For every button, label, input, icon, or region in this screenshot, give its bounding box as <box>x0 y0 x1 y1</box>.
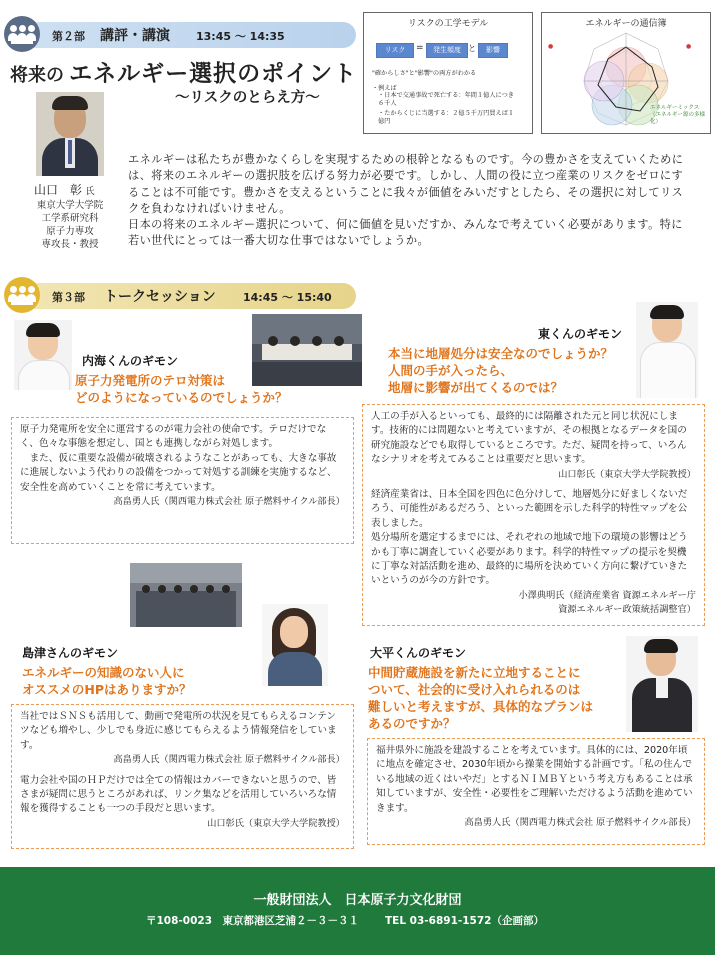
equals-sign: = <box>416 43 424 53</box>
q1-answer-box <box>11 417 354 544</box>
q1-answer-1: 原子力発電所を安全に運営するのが電力会社の使命です。テロだけでなく、色々な事態を想定し、国とも連携しながら対処します。 また、仮に重要な設備が破壊されるようなことがあっても、大きな事故に進展しないよう代わりの設備をつかって対処する訓練を実施するなど、安全性を高めていくことを常に考えています。 <box>20 424 337 493</box>
ohira-photo <box>626 636 698 732</box>
diagram1-title: リスクの工学モデル <box>407 19 489 29</box>
lecture-body <box>128 152 691 250</box>
talk-session-icon <box>4 277 40 313</box>
venue-photo-2 <box>130 563 242 627</box>
q3-answer-2: 電力会社や国のＨＰだけでは全ての情報はカバーできないと思うので、皆さまが疑問に思うところがあれば、リンク集などを活用していろいろな情報を獲得することも一つの手段だと思います。 <box>20 774 337 815</box>
part2-label: 第２部 <box>52 30 85 43</box>
energy-report-card-diagram <box>541 12 711 134</box>
speaker-photo <box>36 92 104 176</box>
lecture-paragraph-1: エネルギーは私たちが豊かなくらしを実現するための根幹となるものです。今の豊かさを支えていくためには、将来のエネルギーの選択肢を広げる努力が必要です。しかし、人間の役に立つ産業のリスクをゼロにすることは不可能です。豊かさを支えるということに我々が価値をみいだすとしたら、その選択に対してリスクを負わなければいけません。 <box>128 153 684 215</box>
q3-question: エネルギーの知識のない人に オススメのHPはありますか？ <box>22 665 192 697</box>
q4-asker: 大平くんのギモン <box>370 646 467 660</box>
risk-box: リスク <box>376 43 414 58</box>
part3-time: 14:45 〜 15:40 <box>243 291 332 304</box>
diagram1-example-2: ・たからくじに当選する：２億５千万円買えば１億円 <box>378 110 515 125</box>
higashi-photo <box>636 302 698 398</box>
speaker-name: 山口 彰 <box>34 183 83 197</box>
and-text: と <box>468 44 476 53</box>
q3-asker: 島津さんのギモン <box>22 646 119 660</box>
utsumi-photo <box>14 320 72 390</box>
footer <box>0 867 715 955</box>
diagram1-examples-label: ・例えば <box>372 85 397 92</box>
diagram2-legend-2: ● <box>686 43 692 50</box>
diagram2-caption: エネルギーミックス （エネルギー源の多様化） <box>650 105 706 125</box>
q3-answer-2-signature: 山口彰氏（東京大学大学院教授） <box>207 817 345 829</box>
speaker-aff-1: 東京大学大学院 <box>36 200 104 211</box>
q4-answer-1: 福井県外に施設を建設することを考えています。具体的には、2020年頃に地点を確定させ、2030年頃から操業を開始する計画です。「私の住んでいる地域の近くはいやだ」とするＮＩＭＢＹという考え方もあることは承知していますが、安全性・必要性をご理解いただけるよう活動を進めていきます。 <box>376 745 693 814</box>
q4-answer-box <box>367 738 705 845</box>
lecture-paragraph-2: 日本の将来のエネルギー選択について、何に価値を見いだすか、みんなで考えていく必要があります。特に若い世代にとっては一番大切な仕事ではないでしょうか。 <box>128 218 683 248</box>
speaker-aff-4: 専攻長・教授 <box>41 239 99 250</box>
q2-answer-box <box>362 404 705 626</box>
risk-model-diagram <box>363 12 533 134</box>
diagram2-legend-1: ● <box>548 43 554 50</box>
q2-answer-1: 人工の手が入るといっても、最終的には隔離された元と同じ状況にします。技術的には問題ないと考えていますが、その根拠となるデータを国の研究施設などでも取得しているところです。ただ、疑問を持って、いろんなシナリオを考えてみることは重要だと思います。 <box>371 411 687 466</box>
diagram1-example-1: ・日本で交通事故で死亡する：年間１億人につき６千人 <box>378 92 514 107</box>
q3-answer-1-signature: 高畠勇人氏（関西電力株式会社 原子燃料サイクル部長） <box>113 754 345 766</box>
main-title <box>10 55 357 88</box>
main-subtitle: 〜リスクのとらえ方〜 <box>175 90 320 106</box>
footer-address: 〒108-0023 東京都港区芝浦２－３－３１ <box>146 915 359 927</box>
q2-question: 本当に地層処分は安全なのでしょうか？ 人間の手が入ったら、 地層に影響が出てくるのでは？ <box>388 346 614 395</box>
speaker-aff-2: 工学系研究科 <box>41 213 99 224</box>
q2-asker: 東くんのギモン <box>538 327 623 341</box>
impact-box: 影響 <box>478 43 508 58</box>
frequency-box: 発生頻度 <box>426 43 468 58</box>
q3-answer-1: 当社ではＳＮＳも活用して、動画で発電所の状況を見てもらえるコンテンツなども増やし、少しでも身近に感じてもらえるよう情報発信をしています。 <box>20 711 337 751</box>
q1-question: 原子力発電所のテロ対策は どのようになっているのでしょうか？ <box>75 373 288 405</box>
footer-organization: 一般財団法人 日本原子力文化財団 <box>253 893 462 908</box>
speaker-honorific: 氏 <box>85 187 95 197</box>
q3-answer-box <box>11 704 354 849</box>
part2-title: 講評・講演 <box>100 28 170 44</box>
part2-time: 13:45 〜 14:35 <box>196 30 285 43</box>
q2-answer-2-signature: 小澤典明氏（経済産業省 資源エネルギー庁 資源エネルギー政策統括調整官） <box>518 589 696 616</box>
main-title-text: エネルギー選択のポイント <box>69 61 358 87</box>
part3-title: トークセッション <box>104 289 216 305</box>
speaker-name-line <box>34 181 95 198</box>
q4-question: 中間貯蔵施設を新たに立地することに ついて、社会的に受け入れられるのは 難しいと考えますが、具体的なプランは あるのですか？ <box>368 665 594 731</box>
q1-asker: 内海くんのギモン <box>82 354 179 368</box>
q4-answer-1-signature: 高畠勇人氏（関西電力株式会社 原子燃料サイクル部長） <box>464 817 696 829</box>
audience-icon <box>4 16 40 52</box>
shimazu-photo <box>262 604 328 686</box>
speaker-affiliation <box>20 199 120 251</box>
q2-answer-1-signature: 山口彰氏（東京大学大学院教授） <box>558 468 696 480</box>
main-title-prefix: 将来の <box>10 65 64 86</box>
footer-tel: TEL 03-6891-1572（企画部） <box>385 915 544 927</box>
speaker-aff-3: 原子力専攻 <box>46 226 94 237</box>
part3-label: 第３部 <box>52 291 85 304</box>
q1-answer-1-signature: 高畠勇人氏（関西電力株式会社 原子燃料サイクル部長） <box>113 496 345 508</box>
q2-answer-2: 経済産業省は、日本全国を四色に色分けして、地層処分に好ましくないだろう、可能性があるだろう、といった範囲を示した科学的特性マップを公表しました。 処分場所を選定するまでには、それぞれの地域で地下の環境の影響はどうかも丁寧に調査していく必要があります。科学的特性マップの提示を契機に丁寧な対話活動を進め、最終的に場所を決めていく方向に繋げていきたいというのが今の方針です。 <box>371 489 688 587</box>
diagram1-note: "確からしさ"と"影響"の両方がわかる <box>372 70 477 77</box>
diagram2-title: エネルギーの通信簿 <box>585 19 667 29</box>
